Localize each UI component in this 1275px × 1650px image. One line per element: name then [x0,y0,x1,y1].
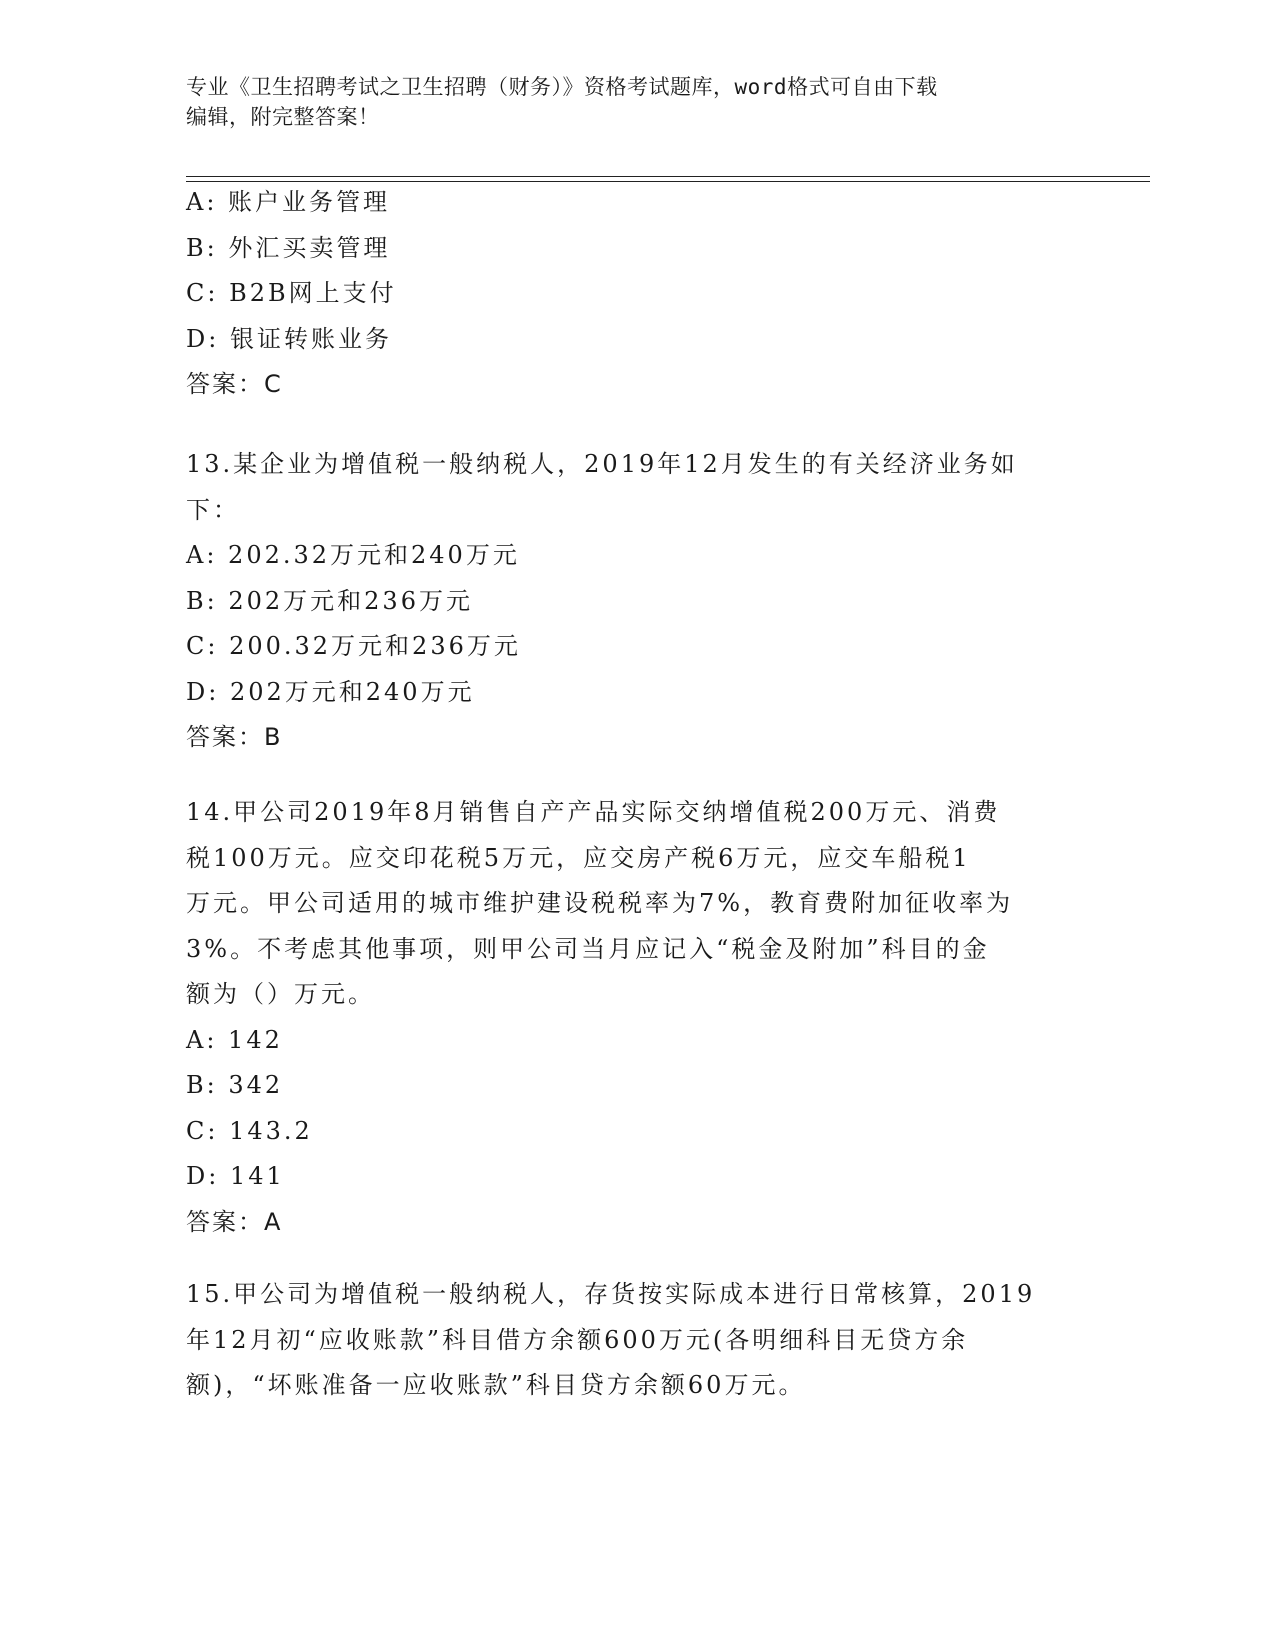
answer: 答案：C [186,370,283,398]
option-a: A: 142 [186,1025,283,1054]
option-a: A: 202.32万元和240万元 [186,541,520,569]
answer: 答案：B [186,723,283,751]
question-14 [186,790,1086,1245]
stem-line: 15.甲公司为增值税一般纳税人，存货按实际成本进行日常核算，2019 [186,1280,1036,1308]
stem-line: 下： [186,495,240,524]
question-stem [186,442,1086,533]
option-d: D: 141 [186,1162,285,1190]
header-divider-top [186,176,1150,177]
stem-line: 3%。不考虑其他事项，则甲公司当月应记入“税金及附加”科目的金 [186,934,990,963]
question-13 [186,442,1086,761]
option-d: D: 202万元和240万元 [186,677,475,706]
question-stem [186,790,1086,1018]
answer: 答案：A [186,1207,283,1236]
option-c: C: 200.32万元和236万元 [186,632,521,660]
stem-line: 税100万元。应交印花税5万元，应交房产税6万元，应交车船税1 [186,843,971,872]
stem-line: 额)，“坏账准备一应收账款”科目贷方余额60万元。 [186,1371,806,1399]
stem-line: 额为（）万元。 [186,980,375,1008]
header-line-1: 专业《卫生招聘考试之卫生招聘（财务）》资格考试题库，word格式可自由下载 [186,75,938,99]
option-b: B: 342 [186,1071,284,1099]
option-d: D: 银证转账业务 [186,324,392,353]
document-header [186,72,1086,132]
option-a: A: 账户业务管理 [186,188,391,216]
stem-line: 年12月初“应收账款”科目借方余额600万元(各明细科目无贷方余 [186,1325,969,1354]
question-12 [186,180,1086,408]
stem-line: 14.甲公司2019年8月销售自产产品实际交纳增值税200万元、消费 [186,798,1001,826]
stem-line: 13.某企业为增值税一般纳税人，2019年12月发生的有关经济业务如 [186,450,1018,478]
option-b: B: 202万元和236万元 [186,586,473,615]
option-c: C: B2B网上支付 [186,279,397,307]
option-b: B: 外汇买卖管理 [186,233,391,262]
option-c: C: 143.2 [186,1116,313,1145]
header-line-2: 编辑，附完整答案！ [186,105,380,129]
question-15 [186,1272,1086,1409]
stem-line: 万元。甲公司适用的城市维护建设税税率为7%，教育费附加征收率为 [186,889,1014,917]
question-stem [186,1272,1086,1409]
